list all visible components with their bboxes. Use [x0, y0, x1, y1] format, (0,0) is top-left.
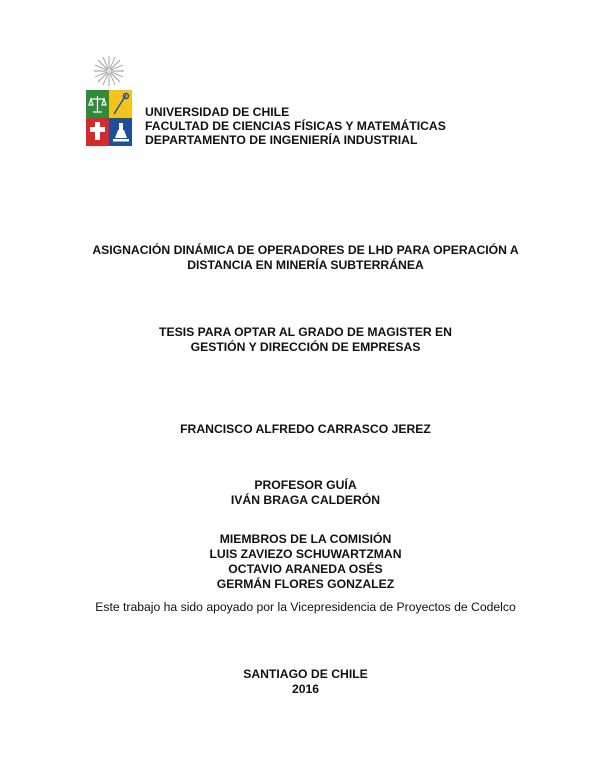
thesis-title-line-1: ASIGNACIÓN DINÁMICA DE OPERADORES DE LHD PARA OPERACIÓN A	[92, 243, 519, 257]
place: SANTIAGO DE CHILE	[243, 667, 368, 681]
committee-member: LUIS ZAVIEZO SCHUWARTZMAN	[209, 547, 402, 561]
faculty-name: FACULTAD DE CIENCIAS FÍSICAS Y MATEMÁTICAS	[145, 119, 446, 134]
committee-member: GERMÁN FLORES GONZALEZ	[216, 577, 395, 591]
university-logo	[84, 52, 134, 148]
year: 2016	[291, 682, 320, 696]
place-date-block	[0, 667, 611, 697]
advisor-name: IVÁN BRAGA CALDERÓN	[230, 493, 381, 507]
shield-quadrants	[86, 90, 132, 146]
degree-line-1: TESIS PARA OPTAR AL GRADO DE MAGISTER EN	[159, 325, 452, 339]
support-note: Este trabajo ha sido apoyado por la Vicepresidencia de Proyectos de Codelco	[95, 600, 516, 614]
university-name: UNIVERSIDAD DE CHILE	[145, 105, 290, 119]
thesis-title	[0, 243, 611, 273]
author-name	[0, 422, 611, 437]
advisor-block	[0, 478, 611, 508]
thesis-title-line-2: DISTANCIA EN MINERÍA SUBTERRÁNEA	[187, 258, 424, 272]
institution-header	[145, 105, 446, 148]
committee-label: MIEMBROS DE LA COMISIÓN	[219, 532, 392, 546]
degree-line-2: GESTIÓN Y DIRECCIÓN DE EMPRESAS	[190, 340, 421, 354]
degree-statement	[0, 325, 611, 355]
advisor-label: PROFESOR GUÍA	[254, 478, 357, 492]
committee-member: OCTAVIO ARANEDA OSÉS	[228, 562, 383, 576]
department-name: DEPARTAMENTO DE INGENIERÍA INDUSTRIAL	[145, 133, 418, 148]
committee-block	[0, 532, 611, 592]
author-name-text: FRANCISCO ALFREDO CARRASCO JEREZ	[180, 422, 431, 436]
